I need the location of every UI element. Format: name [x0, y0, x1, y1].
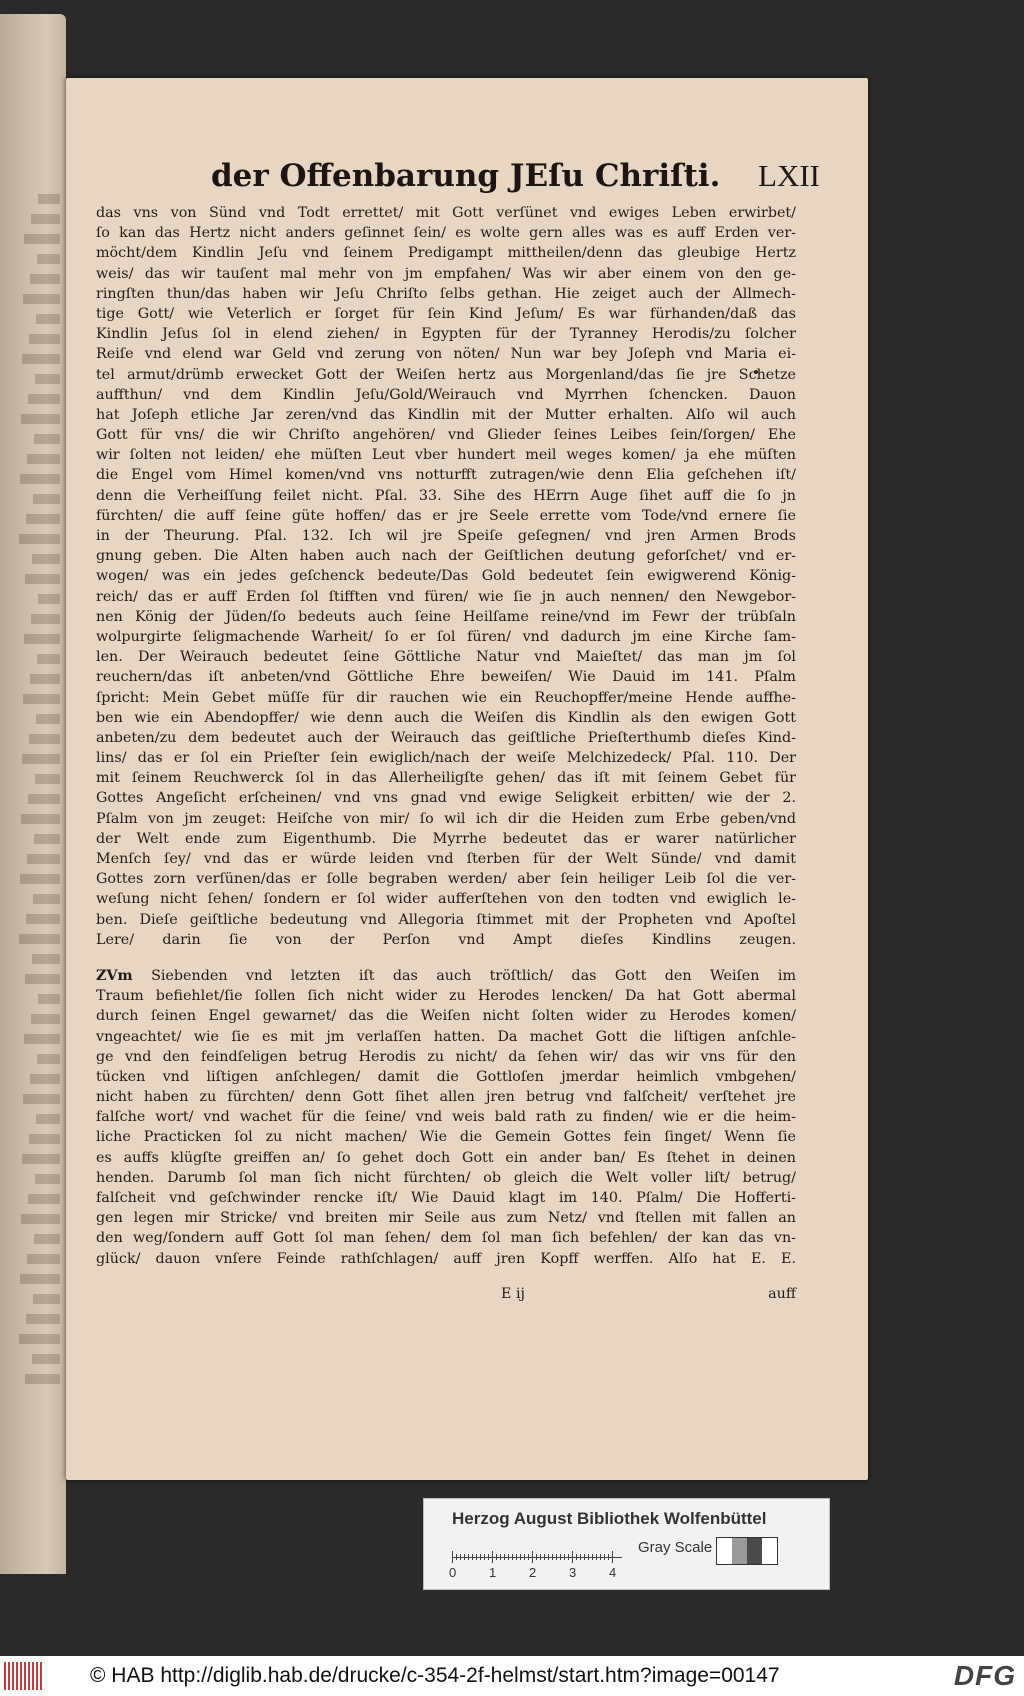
- bleed-through-text: [19, 534, 60, 544]
- gray-scale-label: Gray Scale: [638, 1539, 713, 1556]
- text-line: Lere/ darin ſie von der Perſon vnd Ampt dieſes Kindlins zeugen.: [96, 931, 796, 948]
- facing-page-edge: [0, 14, 66, 1574]
- color-target-card: [423, 1498, 830, 1590]
- text-line: wir ſolten not leiden/ ehe müſten Leut vber hundert meil weges komen/ ja ehe müſten: [96, 447, 796, 464]
- bleed-through-text: [31, 614, 60, 624]
- ruler-tick: [564, 1554, 565, 1560]
- text-line: vngeachtet/ wie ſie es mit jm verlaſſen hatten. Da machet Gott die liſtigen anſchle-: [96, 1028, 796, 1045]
- ruler-number: 1: [489, 1565, 497, 1580]
- text-line: Gottes zorn verſünen/das er ſolle begraben werden/ aber ſein heiliger Leib ſol die ver-: [96, 871, 796, 888]
- text-line: wogen/ was ein jedes geſchenck bedeute/Das Gold bedeutet ſein ewigwerend König-: [96, 568, 796, 585]
- bleed-through-text: [25, 1374, 60, 1384]
- text-line: [96, 966, 796, 986]
- text-line: durch ſeinen Engel gewarnet/ das die Weiſen nicht ſolten wider zu Herodes komen/: [96, 1008, 796, 1025]
- bleed-through-text: [22, 754, 60, 764]
- text-line: Gottes Angeſicht erſcheinen/ vnd vns gnad vnd ewige Seligkeit erbitten/ wie der 2.: [96, 790, 796, 807]
- text-line: gnung geben. Die Alten haben auch nach der Geiſtlichen deutung geforſchet/ vnd er-: [96, 548, 796, 565]
- text-line: ge vnd den feindſeligen betrug Herodis zu nicht/ da ſehen wir/ das wir vns für den: [96, 1048, 796, 1065]
- text-line: wolpurgirte ſeligmachende Warheit/ ſo er ſol füren/ vnd dadurch jm eine Kirche ſam-: [96, 628, 796, 645]
- ruler-tick: [484, 1554, 485, 1560]
- gray-swatch: [717, 1538, 732, 1564]
- text-line: mit ſeinem Reuchwerck ſol in das Allerheiligſte gehen/ das iſt mit ſeinem Gebet für: [96, 770, 796, 787]
- text-line: Traum befiehlet/ſie ſollen ſich nicht wider zu Herodes lencken/ Da hat Gott abermal: [96, 988, 796, 1005]
- bleed-through-text: [33, 894, 60, 904]
- ruler-tick: [516, 1554, 517, 1560]
- bleed-through-text: [37, 254, 60, 264]
- bleed-through-text: [22, 1154, 60, 1164]
- text-line: in der Theurung. Pſal. 132. Ich wil jre Speiſe geſegnen/ vnd jren Armen Brods: [96, 528, 796, 544]
- ruler-tick: [580, 1554, 581, 1560]
- bleed-through-text: [28, 1194, 60, 1204]
- bleed-through-text: [28, 794, 60, 804]
- ruler-number: 0: [449, 1565, 457, 1580]
- bleed-through-text: [31, 214, 60, 224]
- text-line: len. Der Weirauch bedeutet ſeine Göttliche Natur vnd Maieſtet/ das man jm ſol: [96, 649, 796, 666]
- text-line: möcht/dem Kindlin Jeſu vnd ſeinem Predigampt mittheilen/denn das gleubige Hertz: [96, 245, 796, 262]
- text-line: ben. Dieſe geiſtliche bedeutung vnd Allegoria ſtimmet mit der Propheten vnd Apoſtel: [96, 911, 796, 928]
- bleed-through-text: [20, 874, 60, 884]
- text-line: gen legen mir Stricke/ vnd breiten mir Seile aus zum Netz/ vnd ſtellen mit fallen an: [96, 1210, 796, 1227]
- text-line: lins/ das er ſol ein Prieſter ſein ewiglich/nach der weiſe Melchizedeck/ Pſal. 110. Der: [96, 750, 796, 767]
- ruler-tick: [588, 1554, 589, 1560]
- copyright-url[interactable]: © HAB http://diglib.hab.de/drucke/c-354-2f-helmst/start.htm?image=00147: [90, 1664, 780, 1687]
- gray-scale-strip: [716, 1537, 778, 1565]
- text-line: hat Joſeph etliche Jar zeren/vnd das Kindlin mit der Mutter erhalten. Alſo wil auch: [96, 406, 796, 423]
- ruler-number: 3: [569, 1565, 577, 1580]
- text-line: weis/ das wir tauſent mal mehr von jm empfahen/ Was wir aber einem von den ge-: [96, 265, 796, 282]
- ruler-tick: [468, 1554, 469, 1560]
- ruler-tick: [576, 1554, 577, 1560]
- bleed-through-text: [31, 1014, 60, 1024]
- text-line: Kindlin Jeſus ſol in elend ziehen/ in Egypten für der Tyranney Herodis/zu ſolcher: [96, 326, 796, 343]
- bleed-through-text: [28, 394, 60, 404]
- bleed-through-text: [24, 634, 60, 644]
- ruler-tick: [572, 1551, 573, 1563]
- ruler-tick: [508, 1554, 509, 1560]
- bleed-through-text: [37, 1054, 60, 1064]
- ruler-tick: [536, 1554, 537, 1560]
- bleed-through-text: [27, 1254, 60, 1264]
- bleed-through-text: [32, 954, 60, 964]
- bleed-through-text: [36, 314, 60, 324]
- text-line: liche Practicken ſol zu nicht machen/ Wie die Gemein Gottes fein ſinget/ Wenn ſie: [96, 1129, 796, 1146]
- body-text: [96, 203, 796, 1269]
- ruler-tick: [496, 1554, 497, 1560]
- bleed-through-text: [34, 434, 60, 444]
- bleed-through-text: [19, 934, 60, 944]
- text-line: den weg/ſondern auff Gott ſol man ſehen/ dem ſol man ſich befehlen/ der kan das vn-: [96, 1230, 796, 1247]
- text-line: anbeten/zu dem bedeutet auch der Weirauch das geiſtliche Prieſterthumb dieſes Kind-: [96, 729, 796, 746]
- text-line: auffthun/ vnd dem Kindlin Jeſu/Gold/Weirauch vnd Myrrhen ſchencken. Dauon: [96, 386, 796, 403]
- ruler-tick: [524, 1554, 525, 1560]
- folio-number: LXII: [758, 158, 820, 193]
- ruler-tick: [592, 1554, 593, 1560]
- barcode-icon: [4, 1662, 44, 1690]
- ruler-tick: [600, 1554, 601, 1560]
- ruler-tick: [512, 1554, 513, 1560]
- ruler-tick: [464, 1554, 465, 1560]
- bleed-through-text: [30, 674, 60, 684]
- bleed-through-text: [26, 1314, 60, 1324]
- text-line: ben wie ein Abendopffer/ wie denn auch die Weiſen dis Kindlin als den ewigen Gott: [96, 709, 796, 726]
- ruler-tick: [528, 1554, 529, 1560]
- ruler-tick: [596, 1554, 597, 1560]
- text-line: das vns von Sünd vnd Todt errettet/ mit Gott verſünet vnd ewiges Leben erwirbet/: [96, 205, 796, 221]
- ruler-tick: [480, 1554, 481, 1560]
- text-line: tel armut/drümb erwecket Gott der Weiſen hertz aus Morgenland/das ſie jre Schetze: [96, 366, 796, 383]
- bleed-through-text: [29, 1134, 60, 1144]
- footer-bar: [0, 1656, 1024, 1696]
- ruler-tick: [504, 1554, 505, 1560]
- signature-mark: E ij: [501, 1286, 525, 1302]
- bleed-through-text: [25, 974, 60, 984]
- text-line: ſpricht: Mein Gebet müſſe für dir rauchen wie ein Reuchopffer/meine Hende auffhe-: [96, 689, 796, 706]
- text-line: tige Gott/ wie Veterlich er ſorget für ſein Kind Jeſum/ Es war fürhanden/daß das: [96, 305, 796, 322]
- paragraph-1: [96, 203, 796, 950]
- text-line: reuchern/das iſt anbeten/vnd Göttliche Ehre beweiſen/ Wie Dauid im 141. Pſalm: [96, 669, 796, 686]
- text-line: ringſten thun/das haben wir Jeſu Chriſto ſelbs gethan. Hie zeiget auch der Allmech-: [96, 285, 796, 302]
- ruler-tick: [456, 1554, 457, 1560]
- text-line: Gott für vns/ die wir Chriſto angehören/ vnd Glieder ſeines Leibes ſein/ſorgen/ Ehe: [96, 427, 796, 444]
- text-line: Menſch ſey/ vnd das er würde leiden vnd ſterben für der Welt Sünde/ vnd damit: [96, 851, 796, 867]
- bleed-through-text: [27, 454, 60, 464]
- text-line: der Welt ende zum Eigenthumb. Die Myrrhe bedeutet das er warer natürlicher: [96, 830, 796, 847]
- text-line: tücken vnd liſtigen anſchlegen/ damit die Gottloſen jmerdar heimlich vmbgehen/: [96, 1068, 796, 1085]
- gray-swatch: [732, 1538, 747, 1564]
- ruler-tick: [492, 1551, 493, 1563]
- ruler-tick: [544, 1554, 545, 1560]
- bleed-through-text: [38, 994, 60, 1004]
- bleed-through-text: [36, 1114, 60, 1124]
- text-line: Reiſe vnd elend war Geld vnd zerung von nöten/ Nun war bey Joſeph vnd Maria ei-: [96, 346, 796, 363]
- ruler-tick: [604, 1554, 605, 1560]
- ruler-tick: [488, 1554, 489, 1560]
- text-line: falſche wort/ vnd wachet für die ſeine/ vnd weis bald rath zu finden/ wie er die heim-: [96, 1109, 796, 1126]
- text-line: henden. Darumb ſol man ſich nicht fürchten/ ob gleich die Welt voller liſt/ betrug/: [96, 1169, 796, 1186]
- bleed-through-text: [35, 374, 60, 384]
- bleed-through-text: [30, 1074, 60, 1084]
- gray-swatch: [762, 1538, 777, 1564]
- bleed-through-text: [24, 234, 60, 244]
- text-line: nen König der Jüden/ſo bedeuts auch ſeine Heilſame reine/vnd im Fewr der trübſaln: [96, 608, 796, 625]
- bleed-through-text: [23, 1094, 60, 1104]
- library-name: Herzog August Bibliothek Wolfenbüttel: [452, 1509, 767, 1528]
- dfg-logo: DFG: [953, 1660, 1016, 1691]
- ruler-tick: [500, 1554, 501, 1560]
- paragraph-2: [96, 966, 796, 1269]
- ruler-tick: [452, 1551, 453, 1563]
- bleed-through-text: [21, 414, 60, 424]
- page-header: [66, 158, 868, 198]
- bleed-through-text: [22, 354, 60, 364]
- ruler-tick: [548, 1554, 549, 1560]
- bleed-through-text: [26, 914, 60, 924]
- bleed-through-text: [36, 714, 60, 724]
- bleed-through-text: [35, 1174, 60, 1184]
- bleed-through-text: [23, 294, 60, 304]
- ruler-tick: [560, 1554, 561, 1560]
- bleed-through-text: [37, 654, 60, 664]
- book-page: [66, 78, 868, 1480]
- bleed-through-text: [30, 274, 60, 284]
- bleed-through-text: [34, 834, 60, 844]
- text-line: fürchten/ die auff ſeine güte hoffen/ das er jre Seele errette vom Tode/vnd ernere ſie: [96, 507, 796, 524]
- text-line: ſo kan das Hertz nicht anders geſinnet ſein/ es wolte gern alles was es auff Erden ver-: [96, 225, 796, 242]
- text-line: denn die Verheiſſung feilet nicht. Pſal. 33. Sihe des HErrn Auge ſihet auff die ſo jn: [96, 487, 796, 504]
- bleed-through-text: [38, 594, 60, 604]
- catchword: auff: [768, 1286, 796, 1302]
- bleed-through-text: [25, 574, 60, 584]
- bleed-through-text: [26, 514, 60, 524]
- ruler-tick: [556, 1554, 557, 1560]
- initial-letters: ZVm: [96, 967, 133, 984]
- ruler-tick: [540, 1554, 541, 1560]
- bleed-through-text: [21, 1214, 60, 1224]
- text-line: die Engel vom Himel komen/vnd vns notturfft zutragen/wie denn Elia geſchehen iſt/: [96, 467, 796, 484]
- scale-ruler: [449, 1543, 622, 1585]
- ruler-tick: [476, 1554, 477, 1560]
- text-line: es auffs klügſte greiffen an/ ſo gehet doch Gott ein ander ban/ Es ſtehet in deinen: [96, 1149, 796, 1166]
- ruler-tick: [612, 1551, 613, 1563]
- text-line: Pſalm von jm zeuget: Heiſche von mir/ ſo wil ich dir die Heiden zum Erbe geben/vnd: [96, 810, 796, 827]
- ruler-tick: [608, 1554, 609, 1560]
- ruler-number: 4: [609, 1565, 617, 1580]
- text-line: falſcheit vnd geſchwinder rencke iſt/ Wie Dauid klagt im 140. Pſalm/ Die Hofferti-: [96, 1190, 796, 1206]
- bleed-through-text: [38, 194, 60, 204]
- text-line: reich/ das er auff Erden ſol ſtifften vnd füren/ wie ſie jn auch nennen/ den Newgebor-: [96, 588, 796, 605]
- ruler-tick: [472, 1554, 473, 1560]
- text-line: nicht haben zu fürchten/ denn Gott ſihet allen jren betrug vnd falſcheit/ verſtehet jre: [96, 1089, 796, 1106]
- bleed-through-text: [19, 1334, 60, 1344]
- text-line: glück/ dauon vnſere Feinde rathſchlagen/ auff jren Kopff werffen. Alſo hat E. E.: [96, 1250, 796, 1267]
- bleed-through-text: [24, 1034, 60, 1044]
- bleed-through-text: [29, 734, 60, 744]
- ruler-number: 2: [529, 1565, 537, 1580]
- bleed-through-text: [20, 1274, 60, 1284]
- bleed-through-text: [34, 1234, 60, 1244]
- ruler-tick: [552, 1554, 553, 1560]
- bleed-through-text: [33, 494, 60, 504]
- ruler-tick: [460, 1554, 461, 1560]
- ruler-tick: [532, 1551, 533, 1563]
- running-title: der Offenbarung JEſu Chriſti.: [211, 158, 721, 194]
- ruler-tick: [584, 1554, 585, 1560]
- gray-swatch: [747, 1538, 762, 1564]
- text-line: weſung nicht ſehen/ ſondern er ſol wider aufferſtehen von den todten vnd ewiglich le-: [96, 891, 796, 908]
- bleed-through-text: [23, 694, 60, 704]
- bleed-through-text: [29, 334, 60, 344]
- bleed-through-text: [32, 554, 60, 564]
- bleed-through-text: [33, 1294, 60, 1304]
- paragraph-gap: [96, 950, 796, 966]
- bleed-through-text: [27, 854, 60, 864]
- bleed-through-text: [20, 474, 60, 484]
- first-line-text: Siebenden vnd letzten iſt das auch tröſtlich/ das Gott den Weiſen im: [132, 967, 796, 984]
- bleed-through-text: [35, 774, 60, 784]
- bleed-through-text: [21, 814, 60, 824]
- page-foot: [96, 1286, 796, 1308]
- ruler-tick: [520, 1554, 521, 1560]
- bleed-through-text: [32, 1354, 60, 1364]
- ruler-tick: [568, 1554, 569, 1560]
